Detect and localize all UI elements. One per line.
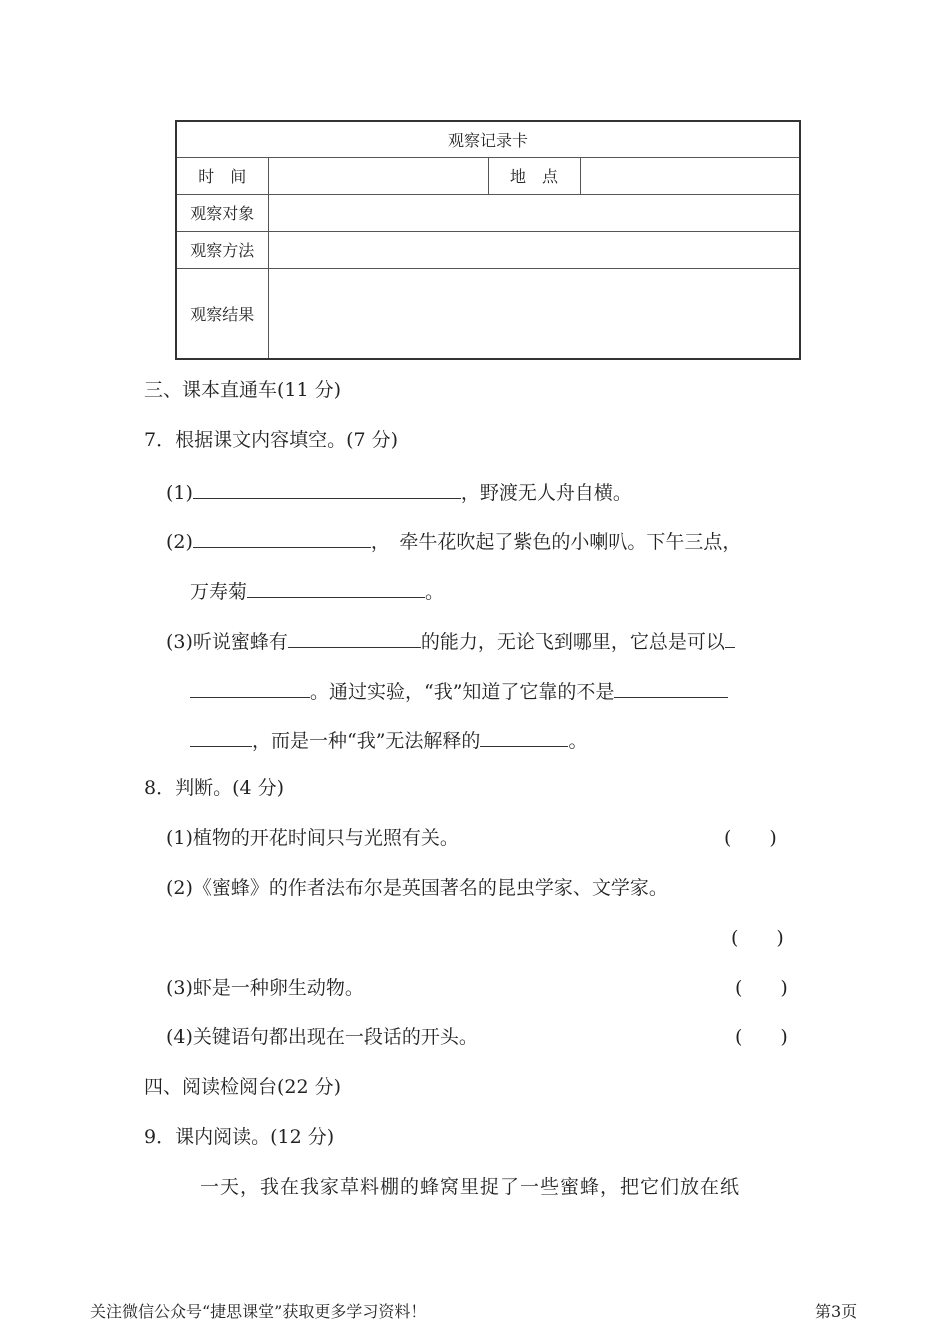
q7-p3-prefix: (3)听说蜜蜂有 xyxy=(166,631,288,653)
q7-item-3-line3 xyxy=(190,726,587,753)
blank xyxy=(190,726,252,747)
section4-heading: 四、阅读检阅台(22 分) xyxy=(144,1076,342,1098)
q8-answer-paren-1: ( ) xyxy=(724,827,777,849)
q7-p3-line2-mid: 。通过实验，“我”知道了它靠的不是 xyxy=(310,681,615,703)
object-label: 观察对象 xyxy=(176,194,268,231)
blank xyxy=(480,726,568,747)
card-title: 观察记录卡 xyxy=(176,121,800,157)
section3-heading: 三、课本直通车(11 分) xyxy=(144,379,342,401)
result-cell xyxy=(268,268,800,359)
q7-item-3 xyxy=(166,627,735,654)
blank xyxy=(190,677,310,698)
q7-title: 7．根据课文内容填空。(7 分) xyxy=(144,429,399,451)
q8-answer-paren-3: ( ) xyxy=(735,977,788,999)
q7-p1-prefix: (1) xyxy=(166,482,193,504)
blank xyxy=(247,577,425,598)
result-label: 观察结果 xyxy=(176,268,268,359)
method-label: 观察方法 xyxy=(176,231,268,268)
q8-answer-paren-4: ( ) xyxy=(735,1026,788,1048)
observation-record-card xyxy=(175,120,801,360)
q7-p3-line3-mid: ，而是一种“我”无法解释的 xyxy=(252,730,481,752)
time-label: 时 间 xyxy=(176,157,268,194)
q9-title: 9．课内阅读。(12 分) xyxy=(144,1126,335,1148)
blank xyxy=(725,627,735,648)
object-cell xyxy=(268,194,800,231)
blank xyxy=(288,627,421,648)
q7-p2-middle: ， 牵牛花吹起了紫色的小喇叭。下午三点， xyxy=(370,531,742,553)
footer-note: 关注微信公众号“捷思课堂”获取更多学习资料！ xyxy=(90,1302,427,1321)
q7-item-2-line2 xyxy=(190,577,444,604)
blank xyxy=(614,677,728,698)
q7-item-1 xyxy=(166,478,632,505)
q8-item-4: (4)关键语句都出现在一段话的开头。 xyxy=(166,1026,478,1048)
blank xyxy=(193,527,371,548)
place-cell xyxy=(580,157,800,194)
page-number: 第3页 xyxy=(815,1302,858,1321)
place-label: 地 点 xyxy=(488,157,580,194)
q7-p3-line3-end: 。 xyxy=(568,730,588,752)
q7-p1-suffix: ，野渡无人舟自横。 xyxy=(460,482,632,504)
q7-p2-line2-prefix: 万寿菊 xyxy=(190,581,248,603)
q9-passage: 一天，我在我家草料棚的蜂窝里捉了一些蜜蜂，把它们放在纸 xyxy=(200,1176,741,1198)
q8-answer-paren-2: ( ) xyxy=(731,927,784,949)
time-cell xyxy=(268,157,488,194)
q8-item-3: (3)虾是一种卵生动物。 xyxy=(166,977,364,999)
q7-item-3-line2 xyxy=(190,677,728,704)
q7-p2-line2-suffix: 。 xyxy=(425,581,445,603)
q7-p3-mid: 的能力，无论飞到哪里，它总是可以 xyxy=(420,631,725,653)
q7-item-2 xyxy=(166,527,741,554)
q8-item-1: (1)植物的开花时间只与光照有关。 xyxy=(166,827,459,849)
q8-title: 8．判断。(4 分) xyxy=(144,777,285,799)
q8-item-2: (2)《蜜蜂》的作者法布尔是英国著名的昆虫学家、文学家。 xyxy=(166,877,668,899)
blank xyxy=(193,478,461,499)
q7-p2-prefix: (2) xyxy=(166,531,193,553)
method-cell xyxy=(268,231,800,268)
